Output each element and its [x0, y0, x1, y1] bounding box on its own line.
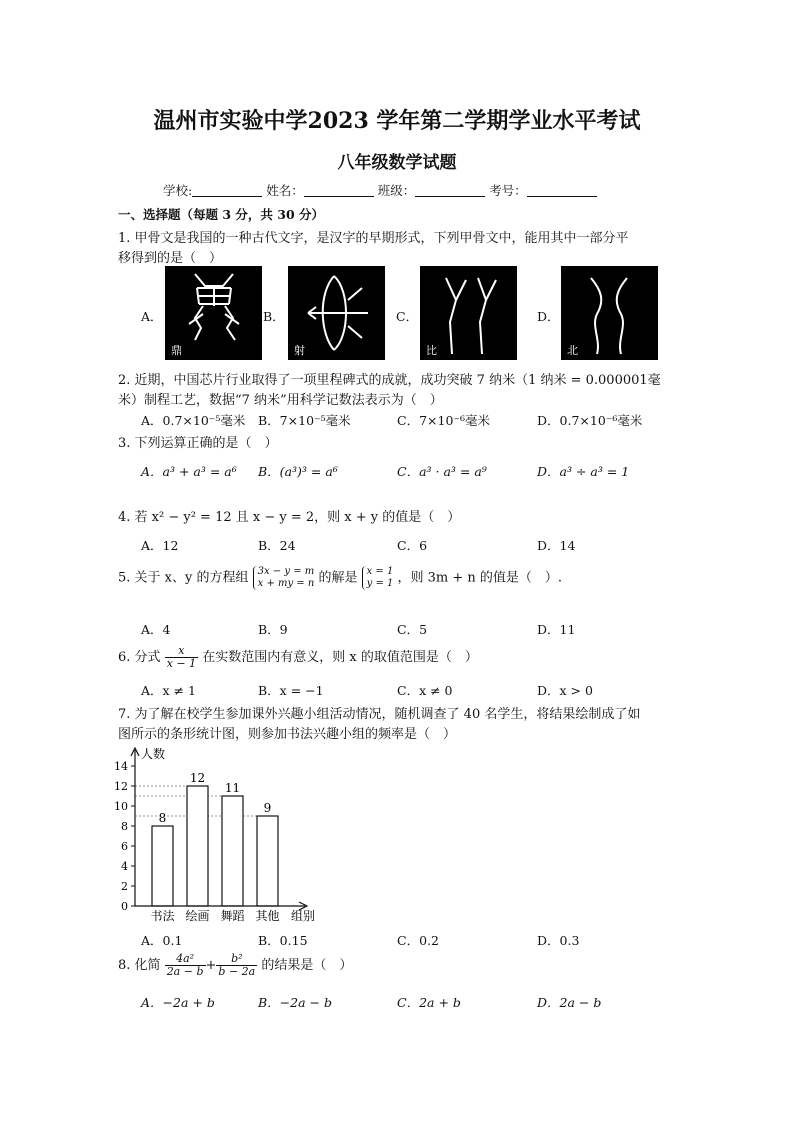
q6-option-a: A．x ≠ 1	[141, 683, 196, 698]
y-tick-label: 12	[114, 780, 128, 793]
q6-pre: 6. 分式	[118, 650, 161, 665]
q8-pre: 8. 化简	[118, 958, 161, 973]
exam-title: 温州市实验中学2023 学年第二学期学业水平考试	[153, 108, 641, 134]
bar-value-label: 9	[263, 801, 272, 815]
q1-caption-d: 北	[567, 344, 578, 357]
q6-option-b: B．x = −1	[258, 683, 324, 698]
q7-stem-line1: 7. 为了解在校学生参加课外兴趣小组活动情况，随机调查了 40 名学生，将结果绘制成了如	[118, 707, 641, 722]
q5-s1: x = 1	[366, 566, 394, 577]
q2-stem-line1: 2. 近期，中国芯片行业取得了一项里程碑式的成就，成功突破 7 纳米（1 纳米 = 0.000001毫	[118, 373, 661, 388]
q8-fraction-2	[216, 953, 257, 978]
q8-option-b: B．−2a − b	[258, 995, 332, 1010]
category-label: 舞蹈	[220, 909, 245, 923]
y-tick-label: 4	[121, 860, 128, 873]
q5-option-c: C．5	[397, 622, 428, 637]
q6-fraction	[165, 645, 198, 670]
y-tick-label: 8	[121, 820, 128, 833]
q8-numerator-2: b²	[216, 953, 257, 966]
q8-numerator-1: 4a²	[165, 953, 206, 966]
q1-caption-c: 比	[426, 344, 437, 357]
q4-stem: 4. 若 x² − y² = 12 且 x − y = 2，则 x + y 的值是（ ）	[118, 510, 461, 525]
q8-denominator-2: b − 2a	[218, 965, 256, 978]
q7-option-c: C．0.2	[397, 933, 439, 948]
y-tick-label: 14	[114, 760, 128, 773]
q3-option-d: D．a³ ÷ a³ = 1	[537, 464, 630, 479]
class-label: 班级：	[377, 183, 416, 198]
q5-option-a: A．4	[141, 622, 171, 637]
q2-option-b: B．7×10⁻⁵毫米	[258, 413, 351, 428]
q4-option-d: D．14	[537, 538, 576, 553]
q2-option-c: C．7×10⁻⁶毫米	[397, 413, 491, 428]
school-label: 学校:	[163, 183, 193, 198]
glyph-bei-image	[561, 266, 658, 360]
q1-caption-a: 鼎	[171, 344, 182, 357]
q3-option-a: A．a³ + a³ = a⁶	[141, 464, 237, 479]
q5-eq1: 3x − y = m	[257, 566, 315, 577]
q4-option-a: A．12	[141, 538, 179, 553]
q1-option-d-label: D．	[537, 309, 560, 324]
glyph-ding-image	[165, 266, 262, 360]
q8-stem: 8. 化简 $\frac{\text{4a²}}{2a - b}$ + $\frac{\text{b²}}{b - 2a}$ 的结果是（ ）	[118, 952, 353, 978]
bar-value-label: 12	[189, 771, 206, 785]
q2-option-a: A．0.7×10⁻⁵毫米	[141, 413, 246, 428]
q5-system	[253, 566, 315, 590]
name-blank	[304, 184, 374, 197]
q6-option-c: C．x ≠ 0	[397, 683, 453, 698]
q8-fraction-1	[165, 953, 206, 978]
number-label: 考号：	[489, 183, 527, 198]
bar-value-label: 8	[158, 811, 167, 825]
glyph-bi-image	[420, 266, 517, 360]
number-blank	[527, 184, 597, 197]
category-label: 绘画	[185, 909, 210, 923]
bar	[257, 816, 278, 906]
class-blank	[415, 184, 485, 197]
bar	[222, 796, 243, 906]
q2-option-d: D．0.7×10⁻⁶毫米	[537, 413, 643, 428]
q3-option-c: C．a³ · a³ = a⁹	[397, 464, 487, 479]
q5-pre: 5. 关于 x、y 的方程组	[118, 570, 249, 586]
exam-subtitle: 八年级数学试题	[337, 153, 457, 173]
q5-post: ，则 3m + n 的值是（ ）.	[397, 570, 563, 586]
category-label: 书法	[150, 909, 175, 923]
q2-stem-line2: 米）制程工艺，数据“7 纳米”用科学记数法表示为（ ）	[118, 393, 443, 408]
q8-post: 的结果是（ ）	[261, 958, 353, 973]
q4-option-b: B．24	[258, 538, 296, 553]
q1-option-c-label: C．	[396, 309, 419, 324]
x-axis-label: 组别	[291, 909, 316, 923]
q5-stem	[118, 566, 562, 590]
q8-option-d: D．2a − b	[537, 995, 602, 1010]
q1-stem-line2: 移得到的是（ ）	[118, 251, 223, 266]
bar-chart	[105, 740, 345, 925]
name-label: 姓名：	[266, 183, 304, 198]
q6-post: 在实数范围内有意义，则 x 的取值范围是（ ）	[202, 650, 478, 665]
q5-s2: y = 1	[366, 578, 394, 589]
bar-value-label: 11	[224, 781, 241, 795]
glyph-she-image	[288, 266, 385, 360]
q4-option-c: C．6	[397, 538, 428, 553]
category-label: 其他	[255, 909, 280, 923]
y-axis-label: 人数	[141, 747, 166, 761]
q5-option-d: D．11	[537, 622, 576, 637]
student-info-row	[163, 181, 597, 199]
q7-option-a: A．0.1	[141, 933, 183, 948]
section-heading: 一、选择题（每题 3 分，共 30 分）	[118, 207, 325, 222]
y-tick-label: 6	[121, 840, 128, 853]
bar	[152, 826, 173, 906]
q1-stem-line1: 1. 甲骨文是我国的一种古代文字，是汉字的早期形式，下列甲骨文中，能用其中一部分平	[118, 231, 629, 246]
q8-denominator-1: 2a − b	[166, 965, 204, 978]
y-tick-label: 2	[121, 880, 128, 893]
q5-option-b: B．9	[258, 622, 288, 637]
q7-option-b: B．0.15	[258, 933, 308, 948]
y-tick-label: 10	[114, 800, 128, 813]
q6-stem	[118, 645, 478, 670]
q7-stem-line2: 图所示的条形统计图，则参加书法兴趣小组的频率是（ ）	[118, 727, 457, 742]
q3-option-b: B．(a³)³ = a⁶	[258, 464, 338, 479]
q6-denominator: x − 1	[166, 657, 197, 670]
q3-stem: 3. 下列运算正确的是（ ）	[118, 436, 278, 451]
q6-numerator: x	[165, 645, 198, 658]
q1-caption-b: 射	[294, 344, 305, 357]
q8-option-c: C．2a + b	[397, 995, 461, 1010]
y-tick-label: 0	[121, 900, 128, 913]
school-blank	[192, 184, 262, 197]
bar	[187, 786, 208, 906]
q5-mid: 的解是	[318, 570, 358, 586]
q5-solution	[362, 566, 394, 590]
q7-option-d: D．0.3	[537, 933, 580, 948]
q6-option-d: D．x > 0	[537, 683, 593, 698]
q1-option-b-label: B．	[263, 309, 285, 324]
q5-eq2: x + my = n	[257, 578, 315, 589]
q1-option-a-label: A．	[141, 309, 163, 324]
q8-option-a: A．−2a + b	[141, 995, 215, 1010]
